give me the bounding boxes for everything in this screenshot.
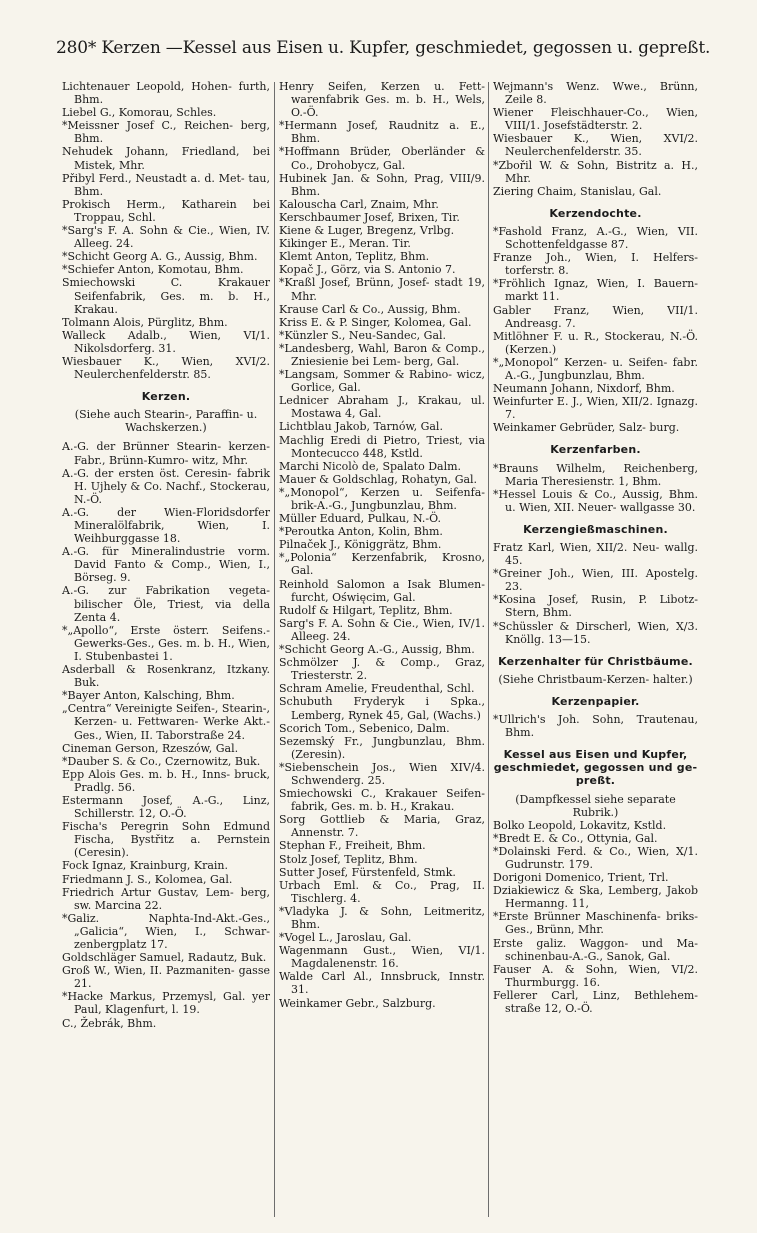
list-item: Rudolf & Hilgart, Teplitz, Bhm. <box>279 603 453 617</box>
column-divider-2 <box>488 82 489 1217</box>
list-kerzen-3 <box>493 80 698 198</box>
list-item: *Fashold Franz, A.-G., Wien, VII. Schottenfeldgasse 87. <box>493 224 698 252</box>
list-item: Lichtenauer Leopold, Hohen- furth, Bhm. <box>62 80 270 107</box>
list-item: Krause Carl & Co., Aussig, Bhm. <box>279 302 461 316</box>
list-item: Smiechowski C., Krakauer Seifen- fabrik, Ges. m. b. H., Krakau. <box>279 787 485 814</box>
list-item: Sezemský Fr., Jungbunzlau, Bhm. (Zeresin). <box>279 734 485 761</box>
list-item: A.-G. zur Fabrikation vegeta- bilischer Öle, Triest, via della Zenta 4. <box>62 584 270 624</box>
list-item: Fratz Karl, Wien, XII/2. Neu- wallg. 45. <box>493 541 698 568</box>
list-item: *Hoffmann Brüder, Oberländer & Co., Drohobycz, Gal. <box>279 145 485 172</box>
column-3 <box>493 80 698 1015</box>
list-item: Kerschbaumer Josef, Brixen, Tir. <box>279 210 460 224</box>
list-item: Lednicer Abraham J., Krakau, ul. Mostawa 4, Gal. <box>279 394 485 421</box>
list-item: *Brauns Wilhelm, Reichenberg, Maria Theresienstr. 1, Bhm. <box>493 461 698 488</box>
section-heading-kerzenfarben: Kerzenfarben. <box>550 443 641 457</box>
section-note-kessel: (Dampfkessel siehe separate Rubrik.) <box>515 792 676 819</box>
section-heading-kerzendochte: Kerzendochte. <box>549 206 642 220</box>
list-item: A.-G. für Mineralindustrie vorm. David Fanto & Comp., Wien, I., Börseg. 9. <box>62 545 270 585</box>
list-item: Dziakiewicz & Ska, Lemberg, Jakob Hermanng. 11, <box>493 884 698 911</box>
list-item: Weinfurter E. J., Wien, XII/2. Ignazg. 7. <box>493 395 698 422</box>
list-item: Wiesbauer K., Wien, XVI/2. Neulerchenfelderstr. 35. <box>493 132 698 159</box>
section-note-kerzenhalter: (Siehe Christbaum-Kerzen- halter.) <box>498 672 693 686</box>
list-item: *Zbořil W. & Sohn, Bistritz a. H., Mhr. <box>493 158 698 185</box>
list-item: Wiener Fleischhauer-Co., Wien, VIII/1. Josefstädterstr. 2. <box>493 106 698 133</box>
list-item: A.-G. der ersten öst. Ceresin- fabrik H. Ujhely & Co. Nachf., Stockerau, N.-Ö. <box>62 466 270 506</box>
list-item: A.-G. der Brünner Stearin- kerzen-Fabr., Brünn-Kumro- witz, Mhr. <box>62 440 270 467</box>
list-item: Liebel G., Komorau, Schles. <box>62 106 217 120</box>
list-item: *Erste Brünner Maschinenfa- briks-Ges., Brünn, Mhr. <box>493 910 698 937</box>
list-item: *Schiefer Anton, Komotau, Bhm. <box>62 263 244 277</box>
list-kerzen <box>62 440 270 1029</box>
list-item: Dorigoni Domenico, Trient, Trl. <box>493 871 669 885</box>
list-item: Gabler Franz, Wien, VII/1. Andreasg. 7. <box>493 303 698 330</box>
list-item: Weinkamer Gebr., Salzburg. <box>279 996 436 1010</box>
list-item: *Siebenschein Jos., Wien XIV/4. Schwenderg. 25. <box>279 760 485 787</box>
list-item: *Fröhlich Ignaz, Wien, I. Bauern- markt 11. <box>493 277 698 304</box>
list-item: *Hessel Louis & Co., Aussig, Bhm. u. Wien, XII. Neuer- wallgasse 30. <box>493 487 698 514</box>
list-item: *Bayer Anton, Kalsching, Bhm. <box>62 689 235 703</box>
list-item: Prokisch Herm., Katharein bei Troppau, Schl. <box>62 197 270 224</box>
list-item: *„Monopol“ Kerzen- u. Seifen- fabr. A.-G., Jungbunzlau, Bhm. <box>493 355 698 382</box>
list-item: Wiesbauer K., Wien, XVI/2. Neulerchenfelderstr. 85. <box>62 354 270 382</box>
list-item: Asderball & Rosenkranz, Itzkany. Buk. <box>62 663 270 690</box>
section-heading-kerzen: Kerzen. <box>141 390 191 404</box>
page-title: Kerzen —Kessel aus Eisen u. Kupfer, geschmiedet, gegossen u. gepreßt. <box>101 38 711 58</box>
list-item: Wejmann's Wenz. Wwe., Brünn, Zeile 8. <box>493 80 698 107</box>
list-item: Epp Alois Ges. m. b. H., Inns- bruck, Pradlg. 56. <box>62 767 270 794</box>
list-item: Walde Carl Al., Innsbruck, Innstr. 31. <box>279 970 485 997</box>
list-item: Schmölzer J. & Comp., Graz, Triesterstr. 2. <box>279 656 485 683</box>
list-item: Přibyl Ferd., Neustadt a. d. Met- tau, Bhm. <box>62 171 270 198</box>
list-item: *Schicht Georg A. G., Aussig, Bhm. <box>62 250 258 264</box>
list-item: Reinhold Salomon a Isak Blumen- furcht, Oświęcim, Gal. <box>279 577 485 604</box>
list-item: *Dauber S. & Co., Czernowitz, Buk. <box>62 754 261 768</box>
list-item: *Bredt E. & Co., Ottynia, Gal. <box>493 831 658 845</box>
list-item: *Künzler S., Neu-Sandec, Gal. <box>279 328 447 342</box>
list-kerzen-cont <box>62 80 270 381</box>
list-item: *Galiz. Naphta-Ind-Akt.-Ges., „Galicia“, Wien, I., Schwar- zenbergplatz 17. <box>62 911 270 951</box>
list-item: Groß W., Wien, II. Pazmaniten- gasse 21. <box>62 964 270 991</box>
list-item: Kopač J., Görz, via S. Antonio 7. <box>279 263 456 277</box>
list-item: Tolmann Alois, Pürglitz, Bhm. <box>62 315 228 329</box>
list-kerzenpapier <box>493 713 698 739</box>
list-item: Weinkamer Gebrüder, Salz- burg. <box>493 421 680 435</box>
list-item: *„Apollo“, Erste österr. Seifens.- Gewerks-Ges., Ges. m. b. H., Wien, I. Stubenbastei 1. <box>62 623 270 663</box>
list-item: *Peroutka Anton, Kolin, Bhm. <box>279 525 443 539</box>
list-item: *Dolainski Ferd. & Co., Wien, X/1. Gudrunstr. 179. <box>493 844 698 871</box>
list-item: Sutter Josef, Fürstenfeld, Stmk. <box>279 865 456 879</box>
list-item: Smiechowski C. Krakauer Seifenfabrik, Ges. m. b. H., Krakau. <box>62 276 270 316</box>
list-item: Urbach Eml. & Co., Prag, II. Tischlerg. 4. <box>279 878 485 905</box>
list-item: Neumann Johann, Nixdorf, Bhm. <box>493 382 675 396</box>
list-item: Klemt Anton, Teplitz, Bhm. <box>279 250 430 264</box>
list-item: Mauer & Goldschlag, Rohatyn, Gal. <box>279 472 478 486</box>
list-item: Schram Amelie, Freudenthal, Schl. <box>279 682 475 696</box>
section-heading-kerzenhalter: Kerzenhalter für Christbäume. <box>498 654 693 668</box>
list-item: Kriss E. & P. Singer, Kolomea, Gal. <box>279 315 472 329</box>
list-item: *Vladyka J. & Sohn, Leitmeritz, Bhm. <box>279 904 485 931</box>
list-item: *Sarg's F. A. Sohn & Cie., Wien, IV. Alleeg. 24. <box>62 224 270 251</box>
column-1 <box>62 80 270 1030</box>
list-item: Fock Ignaz, Krainburg, Krain. <box>62 859 228 873</box>
list-item: Cineman Gerson, Rzeszów, Gal. <box>62 741 239 755</box>
list-item: Walleck Adalb., Wien, VI/1. Nikolsdorferg. 31. <box>62 328 270 355</box>
section-heading-kerzenpapier: Kerzenpapier. <box>551 694 640 708</box>
list-item: *Ullrich's Joh. Sohn, Trautenau, Bhm. <box>493 713 698 740</box>
section-heading-kerzengiessmaschinen: Kerzengießmaschinen. <box>523 522 668 536</box>
list-item: *Schüssler & Dirscherl, Wien, X/3. Knöllg. 13—15. <box>493 619 698 646</box>
list-item: Bolko Leopold, Lokavitz, Kstld. <box>493 818 667 832</box>
list-item: Fellerer Carl, Linz, Bethlehem- straße 12, O.-Ö. <box>493 988 698 1015</box>
list-item: A.-G. der Wien-Floridsdorfer Mineralölfabrik, Wien, I. Weihburggasse 18. <box>62 505 270 546</box>
column-divider-1 <box>274 82 275 1217</box>
list-item: C., Žebrák, Bhm. <box>62 1016 157 1030</box>
list-item: Ziering Chaim, Stanislau, Gal. <box>493 184 662 198</box>
list-item: Henry Seifen, Kerzen u. Fett- warenfabrik Ges. m. b. H., Wels, O.-Ö. <box>279 80 485 120</box>
list-item: *Hermann Josef, Raudnitz a. E., Bhm. <box>279 119 485 146</box>
list-item: Müller Eduard, Pulkau, N.-Ö. <box>279 512 441 526</box>
list-item: Machlig Eredi di Pietro, Triest, via Montecucco 448, Kstld. <box>279 433 485 460</box>
page-number: 280* <box>56 38 97 58</box>
list-item: *„Monopol“, Kerzen u. Seifenfa- brik-A.-G., Jungbunzlau, Bhm. <box>279 485 485 512</box>
list-item: Sarg's F. A. Sohn & Cie., Wien, IV/1. Alleeg. 24. <box>279 616 485 643</box>
list-item: *Kraßl Josef, Brünn, Josef- stadt 19, Mhr. <box>279 276 485 303</box>
list-item: Kikinger E., Meran. Tir. <box>279 237 411 251</box>
list-item: Friedrich Artur Gustav, Lem- berg, sw. Marcina 22. <box>62 885 270 912</box>
list-item: *„Polonia“ Kerzenfabrik, Krosno, Gal. <box>279 551 485 578</box>
list-item: Fischa's Peregrin Sohn Edmund Fischa, Bystřitz a. Pernstein (Ceresin). <box>62 820 270 860</box>
list-item: *Greiner Joh., Wien, III. Apostelg. 23. <box>493 567 698 594</box>
list-item: Marchi Nicolò de, Spalato Dalm. <box>279 459 462 473</box>
list-item: *Schicht Georg A.-G., Aussig, Bhm. <box>279 643 475 657</box>
list-item: Pilnaček J., Königgrätz, Bhm. <box>279 538 442 552</box>
list-kerzenfarben <box>493 462 698 514</box>
list-item: Erste galiz. Waggon- und Ma- schinenbau-A.-G., Sanok, Gal. <box>493 936 698 963</box>
list-item: *Hacke Markus, Przemysl, Gal. yer Paul, Klagenfurt, l. 19. <box>62 990 270 1017</box>
list-item: Nehudek Johann, Friedland, bei Mistek, Mhr. <box>62 145 270 172</box>
list-kerzengiessmaschinen <box>493 541 698 646</box>
page-header <box>56 38 716 58</box>
section-note-kerzen: (Siehe auch Stearin-, Paraffin- u. Wachskerzen.) <box>74 408 258 435</box>
list-item: Schubuth Fryderyk i Spka., Lemberg, Rynek 45, Gal, (Wachs.) <box>279 695 485 722</box>
list-item: Friedmann J. S., Kolomea, Gal. <box>62 872 233 886</box>
list-item: Fauser A. & Sohn, Wien, VI/2. Thurmburgg. 16. <box>493 962 698 989</box>
list-item: Sorg Gottlieb & Maria, Graz, Annenstr. 7. <box>279 813 485 840</box>
list-item: Franze Joh., Wien, I. Helfers- torferstr. 8. <box>493 251 698 278</box>
list-item: Estermann Josef, A.-G., Linz, Schillerstr. 12, O.-Ö. <box>62 793 270 821</box>
section-heading-kessel: Kessel aus Eisen und Kupfer, geschmiedet, gegossen und ge- preßt. <box>493 748 698 788</box>
column-2 <box>279 80 485 1010</box>
list-item: Stephan F., Freiheit, Bhm. <box>279 839 426 853</box>
list-item: *Meissner Josef C., Reichen- berg, Bhm. <box>62 119 270 146</box>
list-item: Scorich Tom., Sebenico, Dalm. <box>279 721 450 735</box>
list-kerzendochte <box>493 225 698 435</box>
list-item: Kalouscha Carl, Znaim, Mhr. <box>279 197 439 211</box>
list-item: Kiene & Luger, Bregenz, Vrlbg. <box>279 224 455 238</box>
list-item: Hubinek Jan. & Sohn, Prag, VIII/9. Bhm. <box>279 171 485 198</box>
list-item: Goldschläger Samuel, Radautz, Buk. <box>62 951 267 965</box>
list-item: *Landesberg, Wahl, Baron & Comp., Zniesienie bei Lem- berg, Gal. <box>279 341 485 368</box>
list-kessel <box>493 819 698 1015</box>
list-item: Lichtblau Jakob, Tarnów, Gal. <box>279 420 443 434</box>
list-item: *Kosina Josef, Rusin, P. Libotz- Stern, Bhm. <box>493 593 698 620</box>
list-item: *Langsam, Sommer & Rabino- wicz, Gorlice, Gal. <box>279 368 485 395</box>
list-item: Stolz Josef, Teplitz, Bhm. <box>279 852 418 866</box>
list-item: Mitlöhner F. u. R., Stockerau, N.-Ö. (Kerzen.) <box>493 329 698 356</box>
list-kerzen-2 <box>279 80 485 1010</box>
list-item: Wagenmann Gust., Wien, VI/1. Magdalenenstr. 16. <box>279 944 485 971</box>
list-item: „Centra“ Vereinigte Seifen-, Stearin-, Kerzen- u. Fettwaren- Werke Akt.-Ges., Wien, II. Taborstraße 24. <box>62 702 270 742</box>
list-item: *Vogel L., Jaroslau, Gal. <box>279 931 412 945</box>
